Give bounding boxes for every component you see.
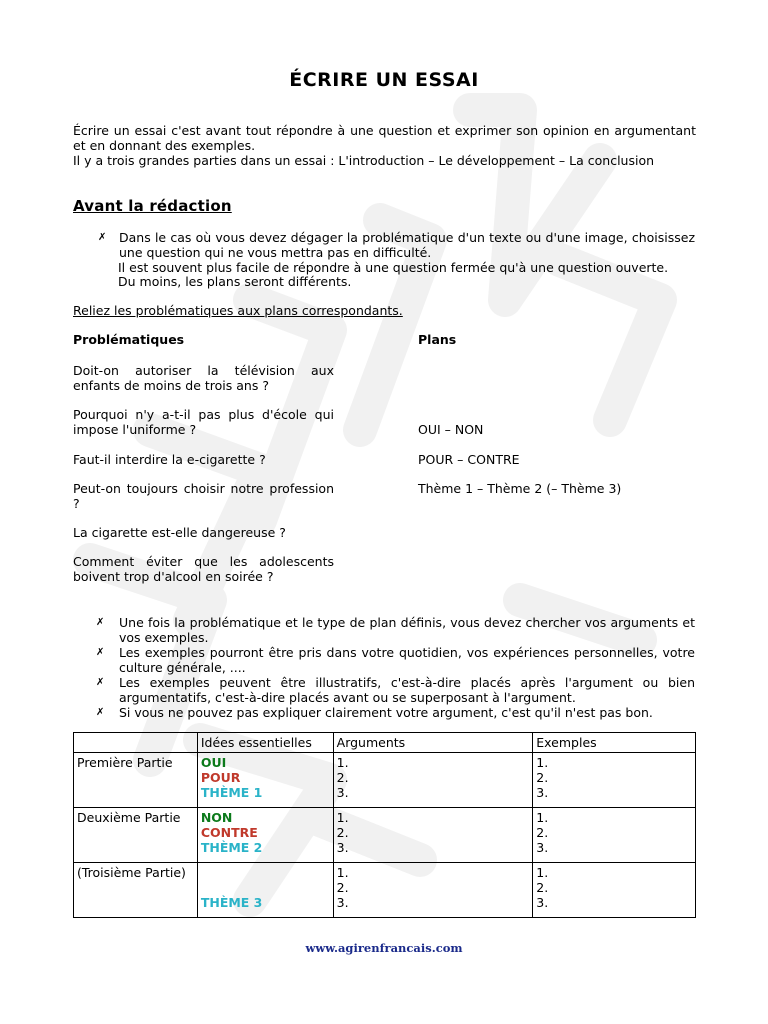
problem-item: Doit-on autoriser la télévision aux enfants de moins de trois ans ? [73,363,334,393]
list-number: 2. [536,880,549,895]
list-number: 3. [536,840,549,855]
ideas-cell [197,808,333,863]
list-number: 1. [336,755,349,770]
list-number: 2. [336,770,349,785]
list-number: 3. [536,785,549,800]
idea-theme: THÈME 2 [200,840,263,855]
cross-bullet-icon: ✗ [98,232,107,243]
list-number: 1. [336,810,349,825]
list-number: 3. [336,785,349,800]
arguments-cell [333,808,533,863]
problem-item: La cigarette est-elle dangereuse ? [73,525,286,540]
arguments-cell [333,863,533,918]
problem-item: Peut-on toujours choisir notre profession ? [73,481,334,511]
list-number: 1. [536,865,549,880]
problem-item: Faut-il interdire la e-cigarette ? [73,452,266,467]
intro-paragraph: Écrire un essai c'est avant tout répondre à une question et exprimer son opinion en argumentant et en donnant des exemples. [73,123,696,153]
idea-theme: THÈME 1 [200,785,263,800]
list-number: 3. [536,895,549,910]
column-heading-plans: Plans [418,332,457,347]
problem-item: Comment éviter que les adolescents boivent trop d'alcool en soirée ? [73,554,334,584]
part-label: (Troisième Partie) [74,863,198,918]
list-number: 2. [536,825,549,840]
bullet-text-1c: Du moins, les plans seront différents. [118,274,352,289]
idea-theme: THÈME 3 [200,895,263,910]
bullet-text: Les exemples peuvent être illustratifs, c'est-à-dire placés après l'argument ou bien argumentatifs, c'est-à-dire placés avant ou se superposant à l'argument. [119,675,695,705]
plan-item: POUR – CONTRE [418,452,520,467]
idea-oui: OUI [200,755,227,770]
cross-bullet-icon: ✗ [96,707,105,718]
table-header-cell [74,733,198,753]
bullet-text: Les exemples pourront être pris dans votre quotidien, vos expériences personnelles, votre culture générale, .... [119,645,695,675]
bullet-text: Si vous ne pouvez pas expliquer clairement votre argument, c'est qu'il n'est pas bon. [119,705,653,720]
table-header-cell: Arguments [333,733,533,753]
idea-non: NON [200,810,233,825]
plan-item: Thème 1 – Thème 2 (– Thème 3) [418,481,622,496]
exercise-instruction: Reliez les problématiques aux plans correspondants. [73,303,403,318]
cross-bullet-icon: ✗ [96,617,105,628]
ideas-cell [197,753,333,808]
essay-plan-table [73,732,696,918]
list-number: 3. [336,840,349,855]
table-row [74,753,696,808]
list-number: 3. [336,895,349,910]
table-header-cell: Idées essentielles [197,733,333,753]
intro-parts-line: Il y a trois grandes parties dans un essai : L'introduction – Le développement – La conclusion [73,153,655,168]
bullet-text-1b: Il est souvent plus facile de répondre à une question fermée qu'à une question ouverte. [118,260,669,275]
column-heading-problems: Problématiques [73,332,185,347]
cross-bullet-icon: ✗ [96,647,105,658]
footer-website-link[interactable]: www.agirenfrancais.com [305,941,463,955]
idea-contre: CONTRE [200,825,258,840]
examples-cell [533,753,696,808]
section-heading: Avant la rédaction [73,197,232,215]
ideas-cell [197,863,333,918]
list-number: 1. [536,755,549,770]
idea-pour: POUR [200,770,241,785]
list-number: 1. [536,810,549,825]
cross-bullet-icon: ✗ [96,677,105,688]
list-number: 2. [536,770,549,785]
list-number: 2. [336,880,349,895]
bullet-text-1: Dans le cas où vous devez dégager la problématique d'un texte ou d'une image, choisissez une question qui ne vous mettra pas en difficulté. [119,230,695,260]
examples-cell [533,808,696,863]
problem-item: Pourquoi n'y a-t-il pas plus d'école qui impose l'uniforme ? [73,407,334,437]
examples-cell [533,863,696,918]
table-header-row [74,733,696,753]
bullet-text: Une fois la problématique et le type de plan définis, vous devez chercher vos arguments et vos exemples. [119,615,695,645]
table-row [74,863,696,918]
idea-empty [201,880,330,895]
list-number: 1. [336,865,349,880]
arguments-cell [333,753,533,808]
plan-item: OUI – NON [418,422,484,437]
list-number: 2. [336,825,349,840]
page-title: ÉCRIRE UN ESSAI [289,69,479,91]
part-label: Première Partie [74,753,198,808]
idea-empty [201,865,330,880]
table-row [74,808,696,863]
part-label: Deuxième Partie [74,808,198,863]
table-header-cell: Exemples [533,733,696,753]
